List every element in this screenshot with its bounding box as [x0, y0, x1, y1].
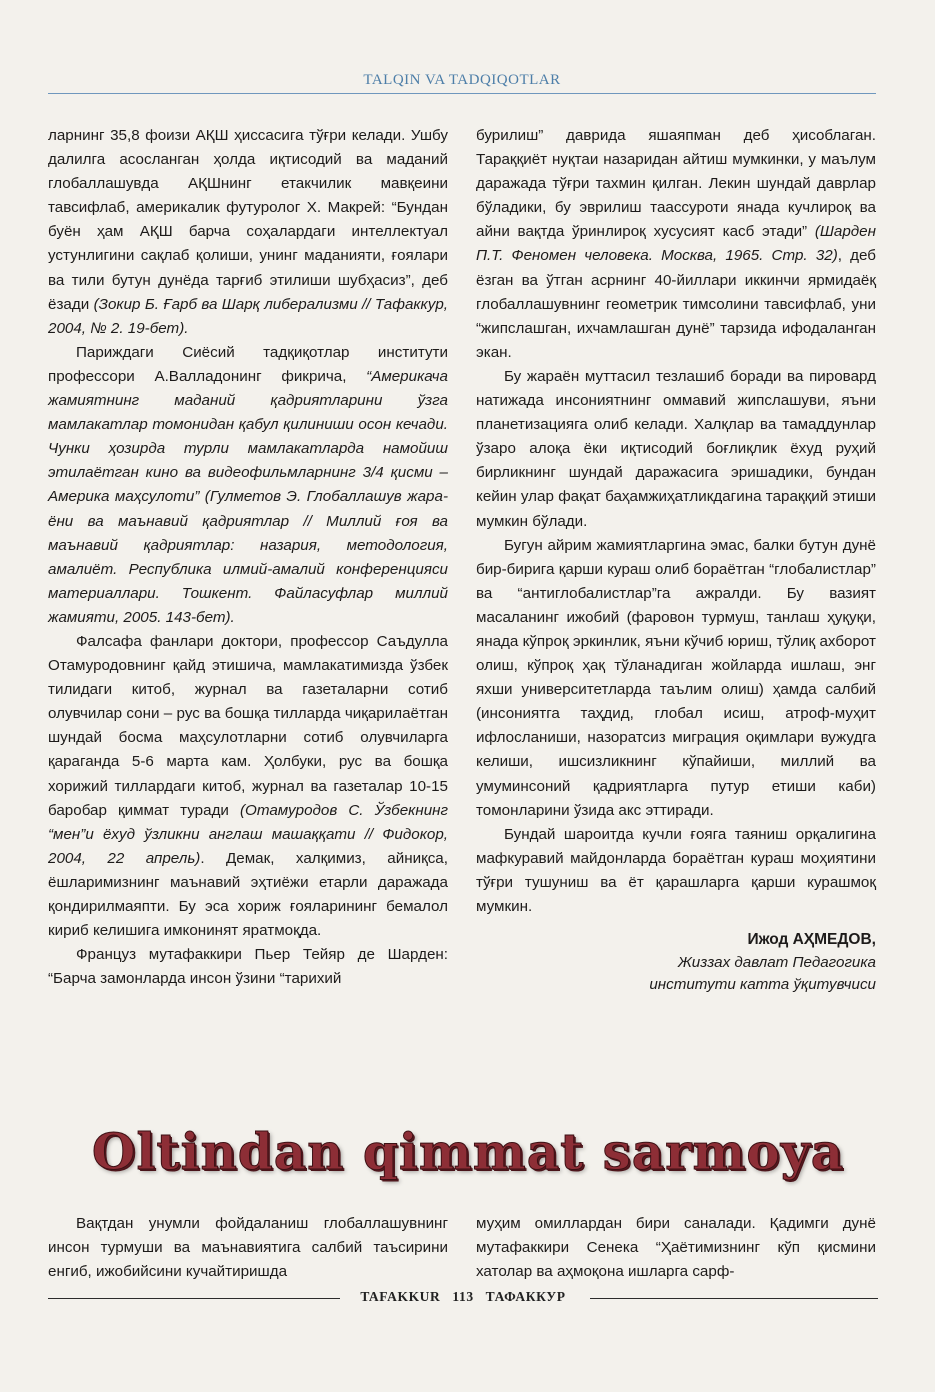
paragraph-text: бурилиш” даврида яшаяпман деб ҳисоблаган. Тараққиёт нуқтаи назаридан айтиш мумкинки, у маълум даражада тўғри тахмин қилган. Лекин шундай даврлар бўладики, бу эврилиш таассуроти янада кучлироқ ва айни вақтда ўринлироқ хусусият касб этади” [476, 127, 876, 241]
paragraph [48, 1212, 448, 1284]
citation-text: (Отамуродов С. Ўзбекнинг “мен”и ёхуд ўзликни англаш машаққати // Фидокор, 2004, 22 апрель) [48, 801, 448, 867]
right-column-text [476, 124, 876, 919]
page-number: 113 [452, 1289, 474, 1304]
second-article-right-column [476, 1212, 876, 1284]
paragraph [476, 1212, 876, 1284]
paragraph-text: . Демак, халқимиз, айниқса, ёшларимизнинг маънавий эҳтиёжи етарли даражада қондирилмаяпти. Бу эса хориж ғояларининг бемалол кириб келишига имконинят яратмоқда. [48, 849, 448, 940]
author-signature [476, 928, 876, 996]
footer-magazine-latin: TAFAKKUR [360, 1289, 441, 1304]
paragraph-text: ларнинг 35,8 фоизи АҚШ ҳиссасига тўғри келади. Ушбу далилга асосланган ҳолда иқтисодий ва маданий глобаллашувда АҚШнинг етакчилик мавқеини тавсифлаб, америкалик футуролог Х. Макрей: “Бундан буён ҳам АҚШ барча соҳалардаги интеллектуал устунлигини сақлаб қолиши, унинг маданияти, ғоялари ва тили бутун дунёда тарғиб этилиши шубҳасиз”, деб ёзади [48, 127, 448, 313]
paragraph [476, 124, 876, 365]
citation-text: “Америкача жамиятнинг маданий қадриятларини ўзга мамлакатлар томонидан қабул қилиниши осон кечади. Чунки ҳозирда турли мамлакатларда намойиш этилаётган кино ва видеофильмларнинг 3/4 қисми – Америка маҳсулоти” (Гулметов Э. Глобаллашув жараёни ва маънавий қадриятлар // Миллий ғоя ва маънавий қадриятлар: назария, методология, амалиёт. Республика илмий-амалий конференцияси материаллари. Тошкент. Файласуфлар миллий жамияти, 2005. 143-бет). [48, 367, 448, 626]
paragraph-text: Бундай шароитда кучли ғояга таяниш орқалигина мафкуравий майдонларда бораётган кураш моҳиятини тўғри тушуниш ва ёт қарашларга қарши курашмоқ мумкин. [476, 825, 876, 915]
paragraph [48, 124, 448, 341]
citation-text: (Шарден П.Т. Феномен человека. Москва, 1965. Стр. 32) [476, 223, 876, 265]
paragraph [48, 341, 448, 630]
paragraph-text: Француз мутафаккири Пьер Тейяр де Шарден: “Барча замонларда инсон ўзини “тарихий [48, 946, 448, 988]
article-right-column [476, 124, 876, 996]
author-name: Ижод АҲМЕДОВ, [747, 931, 876, 949]
second-article-left-column [48, 1212, 448, 1284]
header-rule [48, 93, 876, 94]
paragraph-text: муҳим омиллардан бири саналади. Қадимги дунё мутафаккири Сенека “Ҳаётимизнинг кўп қисмини хатолар ва аҳмоқона ишларга сарф- [476, 1215, 876, 1281]
paragraph [476, 365, 876, 534]
paragraph-text: , деб ёзган ва ўтган асрнинг 40-йиллари иккинчи ярмидаёқ глобаллашувнинг геометрик тимсолини тавсифлаб, уни “жипслашган, ихчамлашган дунё” тарзида ифодаланган экан. [476, 247, 876, 361]
citation-text: (Зокир Б. Ғарб ва Шарқ либерализми // Тафаккур, 2004, № 2. 19-бет). [48, 295, 448, 337]
paragraph-text: Фалсафа фанлари доктори, профессор Саъдулла Отамуродовнинг қайд этишича, мамлакатимизда ўзбек тилидаги китоб, журнал ва газеталарни сотиб олувчилар сони – рус ва бошқа тилларда чиқарилаётган шундай босма маҳсулотларни сотиб олувчиларга қараганда 5-6 марта кам. Ҳолбуки, рус ва бошқа хорижий тиллардаги китоб, журнал ва газеталар 10-15 баробар қиммат туради [48, 632, 448, 819]
paragraph [476, 823, 876, 919]
author-position-line2: институти катта ўқитувчиси [649, 976, 876, 994]
footer-text [48, 1289, 878, 1305]
article-left-column [48, 124, 448, 991]
page-footer [48, 1287, 878, 1309]
author-position-line1: Жиззах давлат Педагогика [677, 954, 876, 972]
paragraph [476, 534, 876, 823]
footer-magazine-cyrillic: ТАФАККУР [485, 1289, 566, 1304]
paragraph [48, 943, 448, 991]
paragraph [48, 630, 448, 943]
article-title: Oltindan qimmat sarmoya [91, 1122, 845, 1181]
paragraph-text: Бугун айрим жамиятларгина эмас, балки бутун дунё бир-бирига қарши кураш олиб бораётган “глобалистлар” ва “антиглобалистлар”га ажралди. Бу вазият масаланинг ижобий (фаровон турмуш, танлаш ҳуқуқи, янада кўпроқ эркинлик, яъни кўчиб юриш, тўлиқ ахборот олиш, кўпроқ ҳақ тўланадиган жойларда ишлаш, энг яхши университетларда таълим олиш) ҳамда салбий (инсониятга таҳдид, глобал исиш, атроф-муҳит ифлосланиши, назоратсиз миграция оқимлари вужудга келиши, ишсизликнинг кўпайиши, миллий ва умуминсоний қадриятларга путур етиши каби) томонларини ўзида акс эттиради. [476, 536, 876, 819]
paragraph-text: Бу жараён муттасил тезлашиб боради ва пировард натижада инсониятнинг оммавий жипслашуви, яъни планетизацияга олиб келади. Халқлар ва тамаддунлар ўзаро алоқа ёки иқтисодий боғлиқлик ёхуд руҳий бирликнинг шундай даражасига эришадики, бундан кейин улар фақат баҳамжиҳатликдагина тараққий этиши мумкин бўлади. [476, 367, 876, 530]
paragraph-text: Париждаги Сиёсий тадқиқотлар институти профессори А.Валладонинг фикрича, [48, 343, 448, 385]
paragraph-text: Вақтдан унумли фойдаланиш глобаллашувнинг инсон турмуши ва маънавиятига салбий таъсирини енгиб, ижобийсини кучайтиришда [48, 1215, 448, 1281]
running-head-title: TALQIN VA TADQIQOTLAR [363, 72, 561, 88]
